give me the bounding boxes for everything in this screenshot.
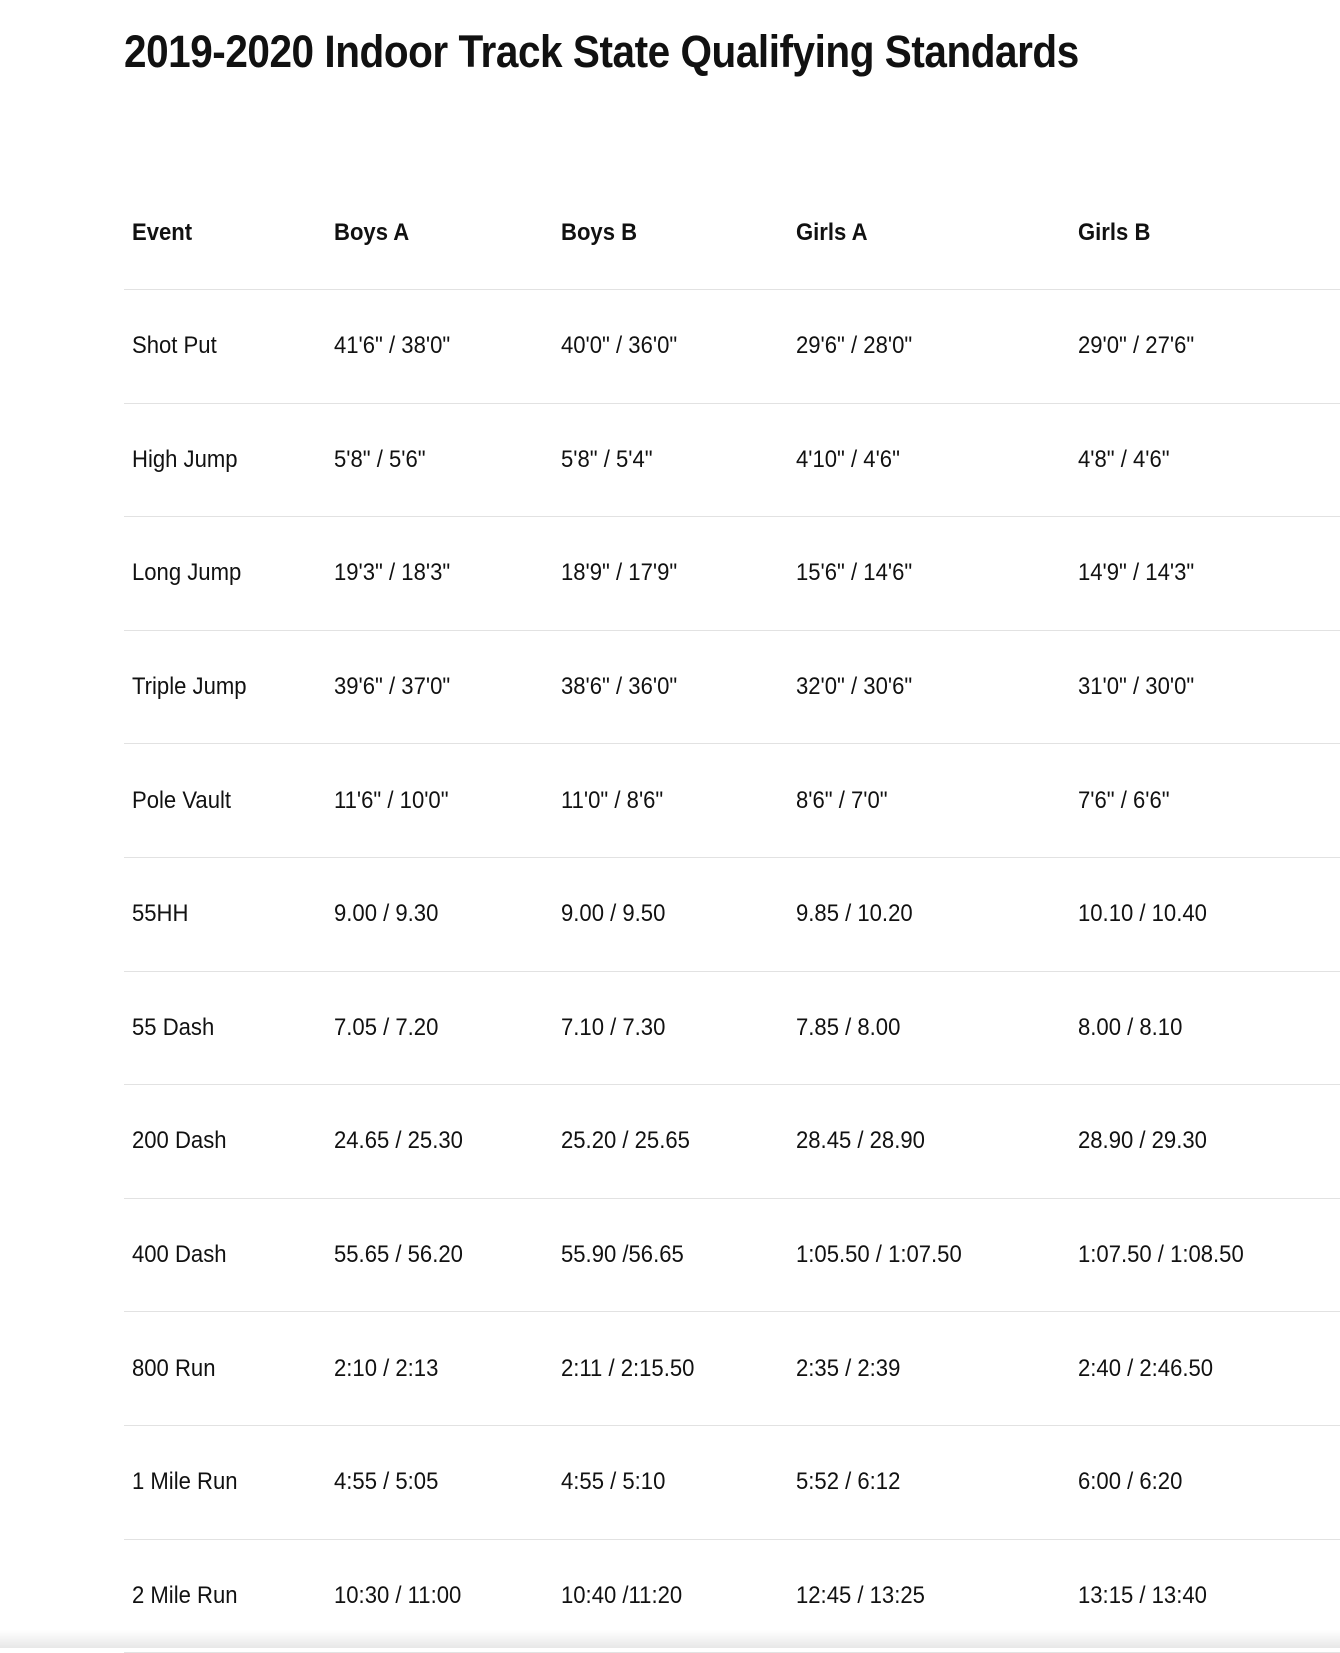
boys-a-cell: 4:55 / 5:05 [326,1425,553,1539]
event-cell: Long Jump [124,517,326,631]
table-row [124,971,1340,1085]
bottom-fade [0,1630,1340,1648]
girls-b-cell: 8.00 / 8.10 [1070,971,1340,1085]
girls-b-cell: 6:00 / 6:20 [1070,1425,1340,1539]
girls-b-cell: 1:07.50 / 1:08.50 [1070,1198,1340,1312]
girls-a-cell: 28.45 / 28.90 [788,1085,1070,1199]
girls-b-cell: 7'6" / 6'6" [1070,744,1340,858]
event-cell: 2 Mile Run [124,1539,326,1653]
header-boys-a: Boys A [326,176,553,290]
event-cell: Triple Jump [124,630,326,744]
event-cell: 200 Dash [124,1085,326,1199]
boys-a-cell: 55.65 / 56.20 [326,1198,553,1312]
table-row [124,517,1340,631]
boys-b-cell: 9.00 / 9.50 [553,857,788,971]
event-cell: 55HH [124,857,326,971]
boys-b-cell: 4:55 / 5:10 [553,1425,788,1539]
boys-a-cell: 2:10 / 2:13 [326,1312,553,1426]
girls-a-cell: 7.85 / 8.00 [788,971,1070,1085]
girls-b-cell: 13:15 / 13:40 [1070,1539,1340,1653]
boys-a-cell: 19'3" / 18'3" [326,517,553,631]
girls-b-cell: 31'0" / 30'0" [1070,630,1340,744]
event-cell: 400 Dash [124,1198,326,1312]
table-row [124,630,1340,744]
boys-a-cell: 10:30 / 11:00 [326,1539,553,1653]
event-cell: 800 Run [124,1312,326,1426]
header-girls-a: Girls A [788,176,1070,290]
boys-b-cell: 5'8" / 5'4" [553,403,788,517]
boys-b-cell: 7.10 / 7.30 [553,971,788,1085]
table-row [124,1425,1340,1539]
girls-b-cell: 2:40 / 2:46.50 [1070,1312,1340,1426]
boys-b-cell: 40'0" / 36'0" [553,290,788,404]
table-body [124,290,1340,1653]
boys-a-cell: 24.65 / 25.30 [326,1085,553,1199]
table-row [124,1085,1340,1199]
girls-a-cell: 8'6" / 7'0" [788,744,1070,858]
girls-a-cell: 32'0" / 30'6" [788,630,1070,744]
girls-a-cell: 9.85 / 10.20 [788,857,1070,971]
event-cell: High Jump [124,403,326,517]
boys-a-cell: 7.05 / 7.20 [326,971,553,1085]
girls-a-cell: 15'6" / 14'6" [788,517,1070,631]
header-boys-b: Boys B [553,176,788,290]
table-row [124,1198,1340,1312]
table-row [124,744,1340,858]
boys-b-cell: 10:40 /11:20 [553,1539,788,1653]
boys-b-cell: 55.90 /56.65 [553,1198,788,1312]
girls-b-cell: 28.90 / 29.30 [1070,1085,1340,1199]
event-cell: 1 Mile Run [124,1425,326,1539]
boys-b-cell: 11'0" / 8'6" [553,744,788,858]
standards-table [124,176,1340,1653]
girls-b-cell: 4'8" / 4'6" [1070,403,1340,517]
table-header-row [124,176,1340,290]
boys-a-cell: 5'8" / 5'6" [326,403,553,517]
girls-a-cell: 5:52 / 6:12 [788,1425,1070,1539]
girls-b-cell: 14'9" / 14'3" [1070,517,1340,631]
table-row [124,290,1340,404]
table-row [124,1312,1340,1426]
boys-b-cell: 38'6" / 36'0" [553,630,788,744]
event-cell: Pole Vault [124,744,326,858]
header-event: Event [124,176,326,290]
girls-b-cell: 29'0" / 27'6" [1070,290,1340,404]
event-cell: Shot Put [124,290,326,404]
boys-a-cell: 41'6" / 38'0" [326,290,553,404]
boys-a-cell: 39'6" / 37'0" [326,630,553,744]
girls-a-cell: 4'10" / 4'6" [788,403,1070,517]
boys-b-cell: 25.20 / 25.65 [553,1085,788,1199]
girls-a-cell: 1:05.50 / 1:07.50 [788,1198,1070,1312]
event-cell: 55 Dash [124,971,326,1085]
boys-a-cell: 11'6" / 10'0" [326,744,553,858]
boys-b-cell: 2:11 / 2:15.50 [553,1312,788,1426]
boys-b-cell: 18'9" / 17'9" [553,517,788,631]
girls-a-cell: 12:45 / 13:25 [788,1539,1070,1653]
page-title: 2019-2020 Indoor Track State Qualifying Standards [124,26,1079,77]
girls-a-cell: 2:35 / 2:39 [788,1312,1070,1426]
table-row [124,403,1340,517]
header-girls-b: Girls B [1070,176,1340,290]
girls-b-cell: 10.10 / 10.40 [1070,857,1340,971]
girls-a-cell: 29'6" / 28'0" [788,290,1070,404]
boys-a-cell: 9.00 / 9.30 [326,857,553,971]
table-row [124,857,1340,971]
